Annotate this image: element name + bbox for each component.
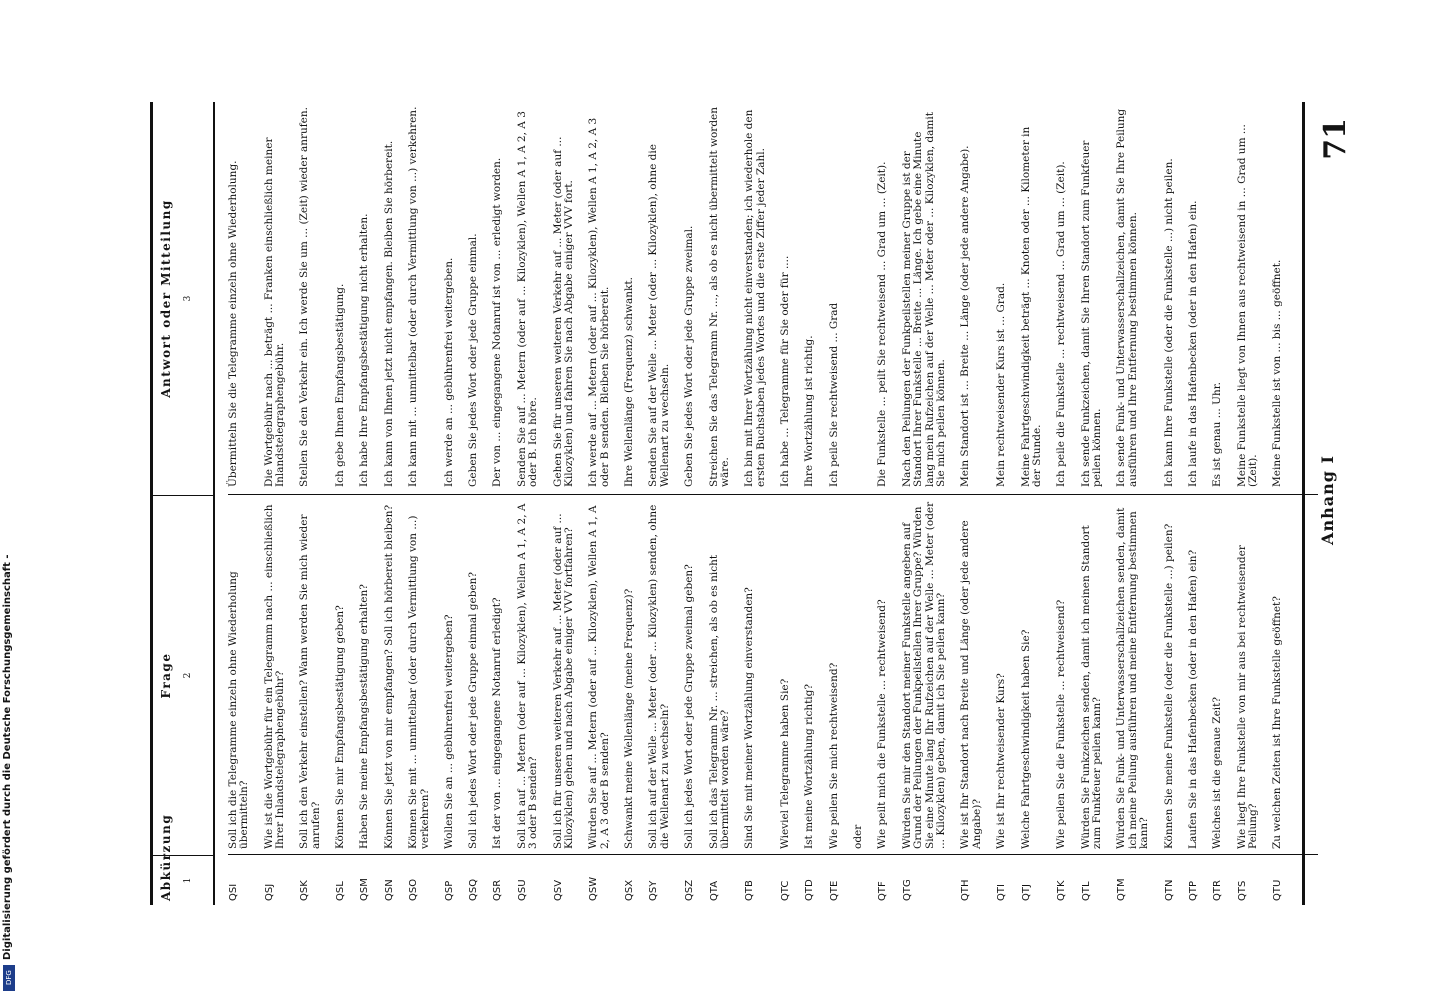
table-row [996, 102, 1008, 905]
row-code: QTL [1080, 881, 1092, 901]
row-answer: Geben Sie jedes Wort oder jede Gruppe einmal. [467, 233, 480, 487]
table-row [1188, 102, 1200, 905]
row-question: Haben Sie meine Empfangsbestätigung erhalten? [358, 584, 371, 849]
row-question: Soll ich den Verkehr einstellen? Wann werden Sie mich wieder anrufen? [298, 514, 322, 849]
table-row [853, 102, 865, 905]
table-row [1021, 102, 1044, 905]
row-question: Soll ich auf der Welle ... Meter (oder ... Kilozyklen) senden, ohne die Wellenart zu wechseln? [647, 504, 671, 849]
row-question: Können Sie jetzt von mir empfangen? Soll ich hörbereit bleiben? [382, 504, 395, 849]
row-answer: Ihre Wellenlänge (Frequenz) schwankt. [623, 277, 636, 487]
row-question: Können Sie mir Empfangsbestätigung geben? [334, 605, 347, 849]
row-answer: Ich peile Sie rechtweisend ... Grad [827, 302, 840, 487]
row-question: Welche Fahrtgeschwindigkeit haben Sie? [1019, 629, 1032, 849]
row-answer: Mein rechtweisender Kurs ist ... Grad. [995, 282, 1008, 487]
row-code: QTN [1163, 879, 1175, 901]
row-answer: Ich peile die Funkstelle ... rechtweisend ... Grad um ... (Zeit). [1055, 161, 1068, 487]
table-row [877, 102, 889, 905]
row-answer: Mein Standort ist ... Breite ... Länge (oder jede andere Angabe). [959, 145, 972, 487]
row-question: Wollen Sie an ... gebührenfrei weitergeben? [442, 614, 455, 849]
table-row [299, 102, 322, 905]
row-answer: Ich bin mit Ihrer Wortzählung nicht einverstanden; ich wiederhole den ersten Buchstaben jedes Wortes und die erste Ziffer jeder Zahl. [743, 109, 767, 487]
row-answer: Die Wortgebühr nach ... beträgt ... Franken einschließlich meiner Inlandstelegraphengebühr. [262, 137, 287, 487]
row-code: QSI [227, 883, 239, 901]
row-code: QSZ [684, 879, 696, 901]
row-question: Können Sie mit ... unmittelbar (oder durch Vermittlung von ...) verkehren? [407, 515, 431, 849]
row-question: Soll ich die Telegramme einzeln ohne Wiederholung übermitteln? [226, 571, 251, 849]
row-question: Welches ist die genaue Zeit? [1211, 696, 1224, 849]
row-answer: Ich habe ... Telegramme für Sie oder für .... [779, 255, 792, 487]
row-answer: Meine Fahrtgeschwindigkeit beträgt ... Knoten oder ... Kilometer in der Stunde. [1019, 126, 1044, 487]
table-row [1272, 102, 1284, 905]
table-row [684, 102, 696, 905]
row-question: Soll ich jedes Wort oder jede Gruppe einmal geben? [467, 571, 480, 849]
row-code: QSQ [468, 878, 480, 901]
row-answer: Meine Funkstelle ist von ... bis ... geöffnet. [1271, 259, 1284, 487]
row-code: QTG [901, 879, 913, 901]
table-row [492, 102, 504, 905]
row-code: QSN [383, 879, 395, 901]
table-row [744, 102, 767, 905]
row-code: QTK [1056, 880, 1068, 901]
table-row [1237, 102, 1260, 905]
table-row [384, 102, 396, 905]
row-code: QSO [408, 878, 420, 901]
table-row [804, 102, 816, 905]
row-answer: Übermitteln Sie die Telegramme einzeln ohne Wiederholung. [226, 160, 239, 487]
row-answer: Streichen Sie das Telegramm Nr. ..., als ob es nicht übermittelt worden wäre. [707, 106, 732, 487]
row-answer: Der von ... eingegangene Notanruf ist von ... erledigt worden. [491, 157, 504, 487]
row-answer: Geben Sie jedes Wort oder jede Gruppe zweimal. [683, 225, 696, 487]
row-answer: Ich werde an ... gebührenfrei weitergeben. [442, 257, 455, 487]
row-code: QTF [877, 881, 889, 901]
table-row [960, 102, 983, 905]
table-row [1081, 102, 1104, 905]
row-question: Wie ist Ihr rechtweisender Kurs? [995, 673, 1008, 849]
table-row [444, 102, 456, 905]
table-row [553, 102, 576, 905]
row-code: QSY [648, 880, 660, 901]
row-code: QTM [1116, 878, 1128, 901]
column-divider [228, 854, 1318, 855]
row-answer: Ich kann von Ihnen jetzt nicht empfangen. Bleiben Sie hörbereit. [382, 140, 395, 487]
row-code [853, 855, 865, 905]
row-code: QSJ [263, 883, 275, 901]
row-code: QSM [359, 878, 371, 901]
table-row [335, 102, 347, 905]
row-code: QTS [1236, 880, 1248, 901]
row-question: Wie ist Ihr Standort nach Breite und Länge (oder jede andere Angabe)? [959, 520, 983, 849]
row-code: QSP [443, 880, 455, 901]
credit-text: Digitalisierung gefördert durch die Deutsche Forschungsgemeinschaft - [2, 554, 13, 960]
row-answer: Senden Sie auf der Welle ... Meter (oder ... Kilozyklen), ohne die Wellenart zu wechseln. [647, 144, 671, 487]
table-row [624, 102, 636, 905]
row-code: QSU [516, 879, 528, 901]
table-row [517, 102, 540, 905]
row-answer: Nach den Peilungen der Funkpeilstellen meiner Gruppe ist der Standort Ihrer Funkstelle ... Breite ... Länge. Ich gebe eine Minute lang mein Rufzeichen auf der Welle ... Meter oder ... Kilozyklen, damit Sie mich peilen können. [900, 112, 948, 487]
row-question: Wie peilt mich die Funkstelle ... rechtweisend? [876, 599, 889, 849]
row-answer: Ich kann mit ... unmittelbar (oder durch Vermittlung von ...) verkehren. [407, 106, 420, 487]
table-row [829, 102, 841, 905]
row-question: Ist meine Wortzählung richtig? [803, 683, 816, 849]
table-row [1116, 102, 1151, 905]
row-code: QTR [1212, 880, 1224, 901]
table-body [228, 102, 1318, 905]
row-code: QSR [492, 879, 504, 901]
row-answer: Ich habe Ihre Empfangsbestätigung nicht erhalten. [358, 213, 371, 487]
row-code: QSW [588, 876, 600, 901]
column-header-question: Frage 2 [153, 495, 213, 855]
row-answer: Ich laufe in das Hafenbecken (oder in den Hafen) ein. [1187, 200, 1199, 487]
row-question: Soll ich das Telegramm Nr. ... streichen, als ob es nicht übermittelt worden wäre? [707, 554, 732, 849]
row-question: Würden Sie auf ... Metern (oder auf ... Kilozyklen), Wellen A 1, A 2, A 3 oder B senden? [587, 505, 611, 849]
row-code: QTU [1272, 879, 1284, 901]
table-row [228, 102, 251, 905]
page-title: Anhang I [1318, 455, 1337, 545]
row-question: Wie liegt Ihre Funkstelle von mir aus bei rechtweisender Peilung? [1235, 545, 1260, 849]
row-question: Wie ist die Wortgebühr für ein Telegramm nach ... einschließlich Ihrer Inlandstelegraphengebühr? [262, 504, 287, 849]
table-row [780, 102, 792, 905]
table-row [1056, 102, 1068, 905]
row-question: Wie peilen Sie die Funkstelle ... rechtweisend? [1055, 599, 1068, 849]
row-code: QTH [960, 879, 972, 901]
row-code: QTA [708, 880, 720, 901]
row-answer: Senden Sie auf ... Metern (oder auf ... Kilozyklen), Wellen A 1, A 2, A 3 oder B. Ich höre. [515, 111, 540, 487]
row-question: Wieviel Telegramme haben Sie? [779, 678, 792, 849]
row-code: QSV [552, 879, 564, 901]
row-code: QTI [996, 884, 1008, 901]
row-answer: Ich kann Ihre Funkstelle (oder die Funkstelle ...) nicht peilen. [1162, 158, 1175, 487]
row-question: Soll ich jedes Wort oder jede Gruppe zweimal geben? [683, 564, 696, 849]
table-row [709, 102, 732, 905]
row-code: QSX [624, 879, 636, 901]
row-code: QSL [335, 881, 347, 901]
row-answer: Ich werde auf ... Metern (oder auf ... Kilozyklen), Wellen A 1, A 2, A 3 oder B senden. Bleiben Sie hörbereit. [587, 117, 611, 487]
column-header-answer: Antwort oder Mitteilung 3 [159, 199, 193, 398]
row-answer: Ich gebe Ihnen Empfangsbestätigung. [334, 283, 347, 487]
code-table [150, 102, 1305, 905]
row-code: QTJ [1020, 884, 1032, 901]
row-code: QTP [1188, 880, 1199, 901]
table-row [264, 102, 287, 905]
table-row [1212, 102, 1224, 905]
table-row [408, 102, 431, 905]
table-row [1164, 102, 1176, 905]
row-question: Würden Sie Funk- und Unterwasserschallzeichen senden, damit ich meine Peilung ausführen und meine Entfernung bestimmen kann? [1115, 507, 1151, 849]
row-question: Laufen Sie in das Hafenbecken (oder in den Hafen) ein? [1187, 549, 1199, 849]
dfg-logo: DFG [3, 965, 15, 991]
digitization-credit [2, 30, 18, 960]
page-number: 71 [1318, 118, 1353, 160]
row-answer: Es ist genau ... Uhr. [1211, 382, 1224, 487]
row-answer: Ich sende Funk- und Unterwasserschallzeichen, damit Sie Ihre Peilung ausführen und Ihre Entfernung bestimmen können. [1115, 108, 1139, 487]
row-code: QTD [804, 879, 816, 901]
row-answer: Ihre Wortzählung ist richtig. [803, 335, 816, 487]
row-answer: Gehen Sie für unseren weiteren Verkehr auf ... Meter (oder auf ... Kilozyklen) und fahren Sie nach Abgabe einiger VVV fort. [551, 136, 576, 487]
row-question: Zu welchen Zeiten ist Ihre Funkstelle geöffnet? [1271, 596, 1284, 849]
row-answer [853, 102, 865, 495]
row-answer: Die Funkstelle ... peilt Sie rechtweisend ... Grad um ... (Zeit). [876, 161, 889, 487]
table-row [648, 102, 671, 905]
table-row [588, 102, 611, 905]
row-question: oder [852, 824, 865, 849]
row-question: Soll ich auf ... Metern (oder auf ... Kilozyklen), Wellen A 1, A 2, A 3 oder B senden? [515, 503, 540, 849]
table-row [359, 102, 371, 905]
row-answer: Stellen Sie den Verkehr ein. Ich werde Sie um ... (Zeit) wieder anrufen. [298, 107, 311, 487]
table-row [902, 102, 948, 905]
row-question: Schwankt meine Wellenlänge (meine Frequenz)? [623, 588, 636, 849]
row-question: Würden Sie mir den Standort meiner Funkstelle angeben auf Grund der Peilungen der Funkpeilstellen Ihrer Gruppe? Würden Sie eine Minute lang Ihr Rufzeichen auf der Welle ... Meter (oder ... Kilozyklen) geben, damit ich Sie peilen kann? [900, 501, 948, 849]
row-code: QTB [744, 880, 756, 901]
row-question: Würden Sie Funkzeichen senden, damit ich meinen Standort zum Funkfeuer peilen kann? [1079, 525, 1104, 849]
row-answer: Ich sende Funkzeichen, damit Sie Ihren Standort zum Funkfeuer peilen können. [1079, 140, 1104, 487]
column-divider [228, 494, 1318, 495]
row-question: Können Sie meine Funkstelle (oder die Funkstelle ...) peilen? [1162, 523, 1175, 849]
row-answer: Meine Funkstelle liegt von Ihnen aus rechtweisend in ... Grad um ... (Zeit). [1235, 124, 1260, 487]
row-code: QTC [780, 880, 792, 901]
row-question: Sind Sie mit meiner Wortzählung einverstanden? [743, 587, 756, 849]
row-question: Wie peilen Sie mich rechtweisend? [827, 662, 840, 849]
table-row [468, 102, 480, 905]
table-header [153, 102, 215, 905]
row-code: QTE [828, 880, 840, 901]
column-header-abbreviation: Abkürzung 1 [153, 855, 213, 905]
row-question: Soll ich für unseren weiteren Verkehr auf ... Meter (oder auf ... Kilozyklen) gehen und nach Abgabe einiger VVV fortfahren? [551, 513, 576, 849]
row-code: QSK [299, 880, 311, 901]
row-question: Ist der von ... eingegangene Notanruf erledigt? [491, 597, 504, 849]
